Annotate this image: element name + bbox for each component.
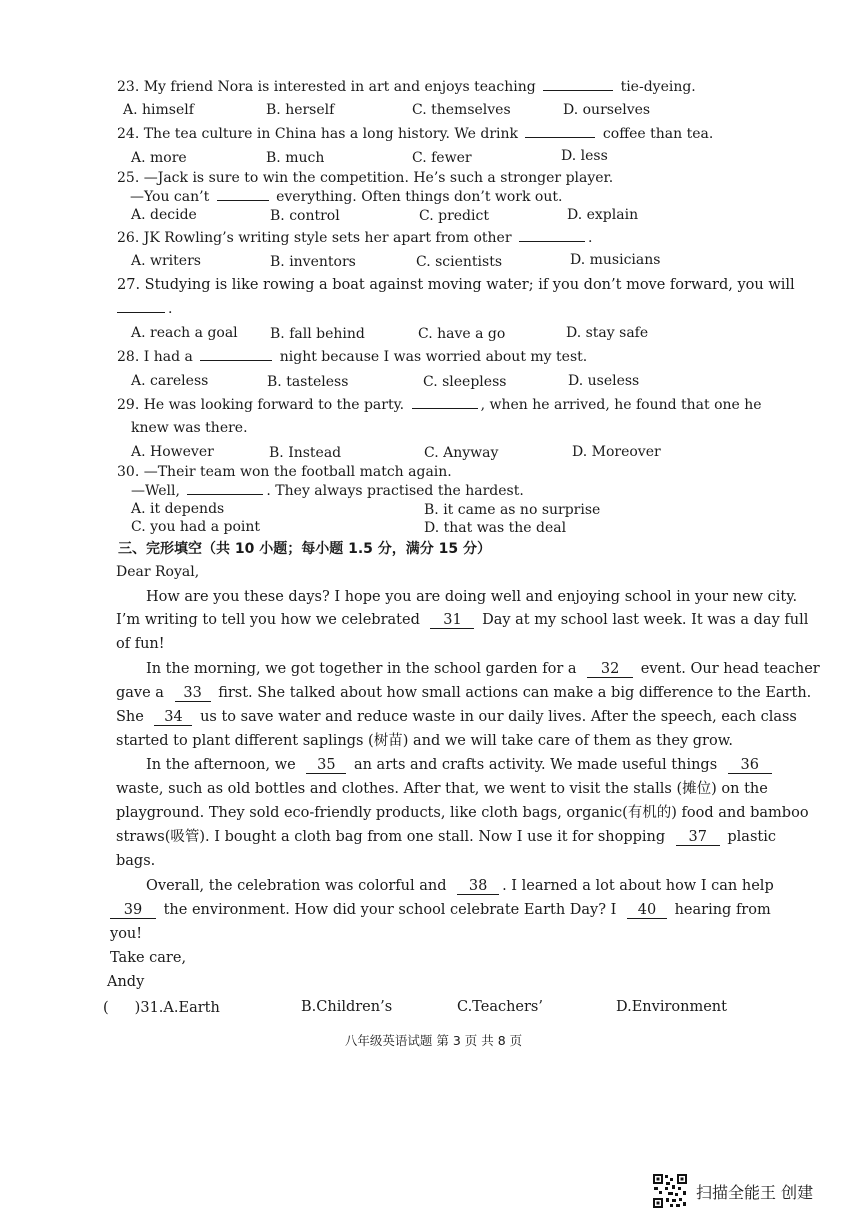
answer-paren-open: (	[103, 1000, 109, 1016]
letter-text: . I learned a lot about how I can help	[502, 878, 774, 894]
answer-blank	[543, 90, 613, 91]
blank-35: 35	[306, 757, 346, 774]
letter-text: Overall, the celebration was colorful and	[146, 878, 447, 894]
question-text: everything. Often things don’t work out.	[276, 189, 563, 205]
page-footer: 八年级英语试题 第 3 页 共 8 页	[344, 1033, 523, 1048]
question-30	[117, 463, 452, 481]
option-c: C. predict	[419, 208, 489, 224]
letter-text: plastic	[727, 829, 776, 845]
question-number: 26.	[117, 230, 140, 246]
answer-blank	[519, 241, 585, 242]
question-text: My friend Nora is interested in art and enjoys teaching	[143, 79, 536, 95]
letter-text: us to save water and reduce waste in our daily lives. After the speech, each class	[200, 709, 797, 725]
blank-38: 38	[457, 878, 499, 895]
question-number: 23.	[117, 79, 140, 95]
option-b: B. fall behind	[270, 326, 365, 342]
option-c: C. Anyway	[424, 445, 499, 461]
question-27	[117, 276, 795, 294]
answer-blank	[200, 360, 272, 361]
question-text: Studying is like rowing a boat against moving water; if you don’t move forward, you will	[144, 277, 795, 293]
letter-text: In the morning, we got together in the school garden for a	[146, 661, 577, 677]
question-text: —Jack is sure to win the competition. He’s such a stronger player.	[143, 170, 614, 186]
blank-36: 36	[728, 757, 772, 774]
question-text: tie-dyeing.	[620, 79, 696, 95]
question-text: JK Rowling’s writing style sets her apart from other	[143, 230, 512, 246]
question-text: —Their team won the football match again.	[143, 464, 452, 480]
option-b: B. it came as no surprise	[424, 502, 601, 518]
letter-p2-line3	[116, 705, 797, 729]
option-b: B. herself	[266, 102, 335, 118]
blank-32: 32	[587, 661, 633, 678]
question-number: 24.	[117, 126, 140, 142]
question-25	[117, 169, 613, 187]
letter-text: Day at my school last week. It was a day full	[482, 612, 809, 628]
letter-p4-line2	[110, 898, 771, 922]
blank-34: 34	[154, 709, 192, 726]
question-29-line2: knew was there.	[131, 420, 248, 436]
question-text: coffee than tea.	[602, 126, 714, 142]
letter-text: gave a	[116, 685, 164, 701]
option-d: D. explain	[567, 207, 639, 223]
answer-blank	[412, 408, 478, 409]
option-b: B. control	[270, 208, 340, 224]
option-d: D. useless	[568, 373, 640, 389]
letter-text: hearing from	[674, 902, 771, 918]
letter-text: an arts and crafts activity. We made useful things	[353, 757, 718, 773]
letter-p2-line4: started to plant different saplings (树苗) and we will take care of them as they grow.	[116, 733, 734, 749]
letter-text: She	[116, 709, 144, 725]
option-a: A. However	[131, 444, 214, 460]
blank-39: 39	[110, 902, 156, 919]
letter-text: the environment. How did your school celebrate Earth Day? I	[163, 902, 617, 918]
scanner-watermark	[652, 1173, 813, 1209]
option-c: C. fewer	[412, 150, 472, 166]
option-d: D. that was the deal	[424, 520, 567, 536]
letter-greeting: Dear Royal,	[116, 564, 200, 580]
question-number: 29.	[117, 397, 140, 413]
option-d: D.Environment	[616, 999, 727, 1015]
option-a: A. it depends	[131, 501, 225, 517]
question-number: 25.	[117, 170, 140, 186]
letter-closing: Take care,	[110, 950, 187, 966]
option-d: D. stay safe	[566, 325, 649, 341]
question-text: He was looking forward to the party.	[143, 397, 405, 413]
question-23	[117, 78, 696, 96]
letter-text: first. She talked about how small actions can make a big difference to the Earth.	[218, 685, 812, 701]
watermark-text: 扫描全能王 创建	[696, 1182, 814, 1202]
option-c: C. sleepless	[423, 374, 507, 390]
question-29	[117, 396, 762, 414]
question-24	[117, 125, 713, 143]
letter-p1-line3: of fun!	[116, 636, 165, 652]
option-a: A. reach a goal	[131, 325, 238, 341]
option-a: 31.A.Earth	[140, 1000, 220, 1016]
letter-p2-line2	[116, 681, 811, 705]
option-a: A. careless	[131, 373, 209, 389]
question-text: , when he arrived, he found that one he	[480, 397, 762, 413]
letter-p3-line2: waste, such as old bottles and clothes. After that, we went to visit the stalls (摊位) on the	[116, 781, 768, 797]
question-text: —You can’t	[130, 189, 210, 205]
question-text: —Well,	[131, 483, 180, 499]
letter-p1-line2	[116, 608, 808, 632]
blank-40: 40	[627, 902, 667, 919]
question-text: I had a	[143, 349, 193, 365]
letter-p3-line1	[146, 753, 775, 777]
letter-p4-line1	[146, 874, 774, 898]
option-a: A. more	[131, 150, 187, 166]
letter-text: I’m writing to tell you how we celebrated	[116, 612, 420, 628]
option-c: C. themselves	[412, 102, 511, 118]
letter-signature: Andy	[107, 974, 145, 990]
blank-33: 33	[175, 685, 211, 702]
option-c: C. you had a point	[131, 519, 261, 535]
answer-paren-close: )	[134, 1000, 141, 1016]
option-d: D. musicians	[570, 252, 661, 268]
question-number: 27.	[117, 277, 141, 293]
option-c: C. have a go	[418, 326, 506, 342]
answer-blank	[187, 494, 263, 495]
question-text: The tea culture in China has a long history. We drink	[143, 126, 519, 142]
option-d: D. less	[561, 148, 608, 164]
answer-blank	[217, 200, 269, 201]
question-27-line2	[117, 300, 172, 318]
option-a: A. decide	[131, 207, 197, 223]
letter-text: straws(吸管). I bought a cloth bag from one stall. Now I use it for shopping	[116, 829, 666, 845]
option-b: B. Instead	[269, 445, 342, 461]
question-text: .	[168, 301, 173, 317]
option-a: A. himself	[123, 102, 194, 118]
question-31	[103, 999, 220, 1017]
option-c: C.Teachers’	[457, 999, 543, 1015]
question-25-line2	[130, 188, 562, 206]
question-number: 30.	[117, 464, 140, 480]
answer-blank	[525, 137, 595, 138]
letter-p2-line1	[146, 657, 820, 681]
option-a: A. writers	[131, 253, 201, 269]
question-number: 28.	[117, 349, 140, 365]
question-26	[117, 229, 592, 247]
letter-text: In the afternoon, we	[146, 757, 296, 773]
question-text: .	[587, 230, 593, 246]
option-b: B.Children’s	[301, 999, 393, 1015]
letter-p1-line1: How are you these days? I hope you are doing well and enjoying school in your new city.	[146, 589, 798, 605]
option-b: B. tasteless	[267, 374, 349, 390]
question-28	[117, 348, 587, 366]
option-d: D. ourselves	[563, 102, 651, 118]
option-b: B. much	[266, 150, 325, 166]
blank-37: 37	[676, 829, 720, 846]
section-title: 三、完形填空（共 10 小题；每小题 1.5 分，满分 15 分）	[118, 541, 492, 557]
qr-code-icon	[652, 1173, 688, 1209]
question-text: night because I was worried about my test.	[279, 349, 588, 365]
option-d: D. Moreover	[572, 444, 661, 460]
letter-p3-line4	[116, 825, 776, 849]
blank-31: 31	[430, 612, 474, 629]
letter-text: event. Our head teacher	[640, 661, 820, 677]
option-c: C. scientists	[416, 254, 503, 270]
answer-blank	[117, 312, 165, 313]
question-text: . They always practised the hardest.	[266, 483, 524, 499]
option-b: B. inventors	[270, 254, 356, 270]
letter-p3-line5: bags.	[116, 853, 156, 869]
letter-p3-line3: playground. They sold eco-friendly products, like cloth bags, organic(有机的) food and bamboo	[116, 805, 809, 821]
question-30-line2	[131, 482, 524, 500]
letter-p4-line3: you!	[110, 926, 143, 942]
